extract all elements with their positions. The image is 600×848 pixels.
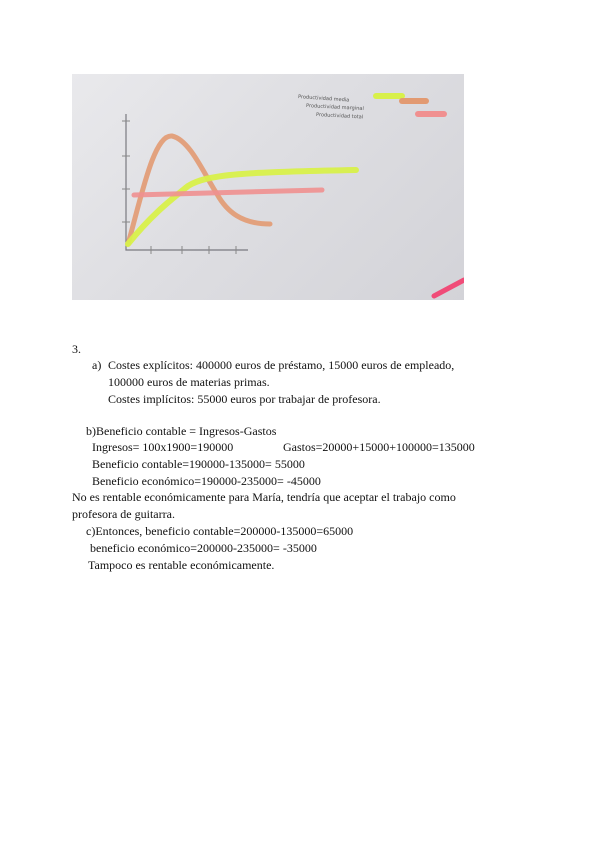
item-b-conclusion-1: No es rentable económicamente para María, tendría que aceptar el trabajo como (72, 490, 456, 504)
item-c-title: c)Entonces, beneficio contable=200000-135000=65000 (86, 524, 354, 538)
item-c-economico: beneficio económico=200000-235000= -35000 (90, 541, 317, 555)
legend-label-media: Productividad media (297, 94, 350, 104)
item-b-economico: Beneficio económico=190000-235000= -45000 (92, 474, 321, 488)
item-b-contable: Beneficio contable=190000-135000= 55000 (92, 457, 305, 471)
item-c-conclusion: Tampoco es rentable económicamente. (88, 558, 275, 572)
item-b-conclusion-2: profesora de guitarra. (72, 507, 175, 521)
item-b-title: b)Beneficio contable = Ingresos-Gastos (86, 424, 277, 438)
item-b-gastos: Gastos=20000+15000+100000=135000 (283, 440, 475, 454)
item-b-ingresos: Ingresos= 100x1900=190000 (92, 440, 234, 454)
item-a-line-2: 100000 euros de materias primas. (108, 375, 270, 389)
total-curve (134, 190, 322, 195)
graph-photo (72, 74, 464, 300)
item-a-line-1: Costes explícitos: 400000 euros de préstamo, 15000 euros de empleado, (108, 358, 455, 372)
average-curve (128, 170, 356, 244)
question-number: 3. (72, 342, 81, 356)
legend-label-marginal: Productividad marginal (305, 103, 364, 113)
item-a-label: a) (92, 358, 102, 372)
hand-drawn-graph (72, 74, 464, 300)
legend-label-total: Productividad total (315, 112, 364, 121)
pink-marker (434, 280, 464, 296)
item-a-line-3: Costes implícitos: 55000 euros por trabajar de profesora. (108, 392, 381, 406)
